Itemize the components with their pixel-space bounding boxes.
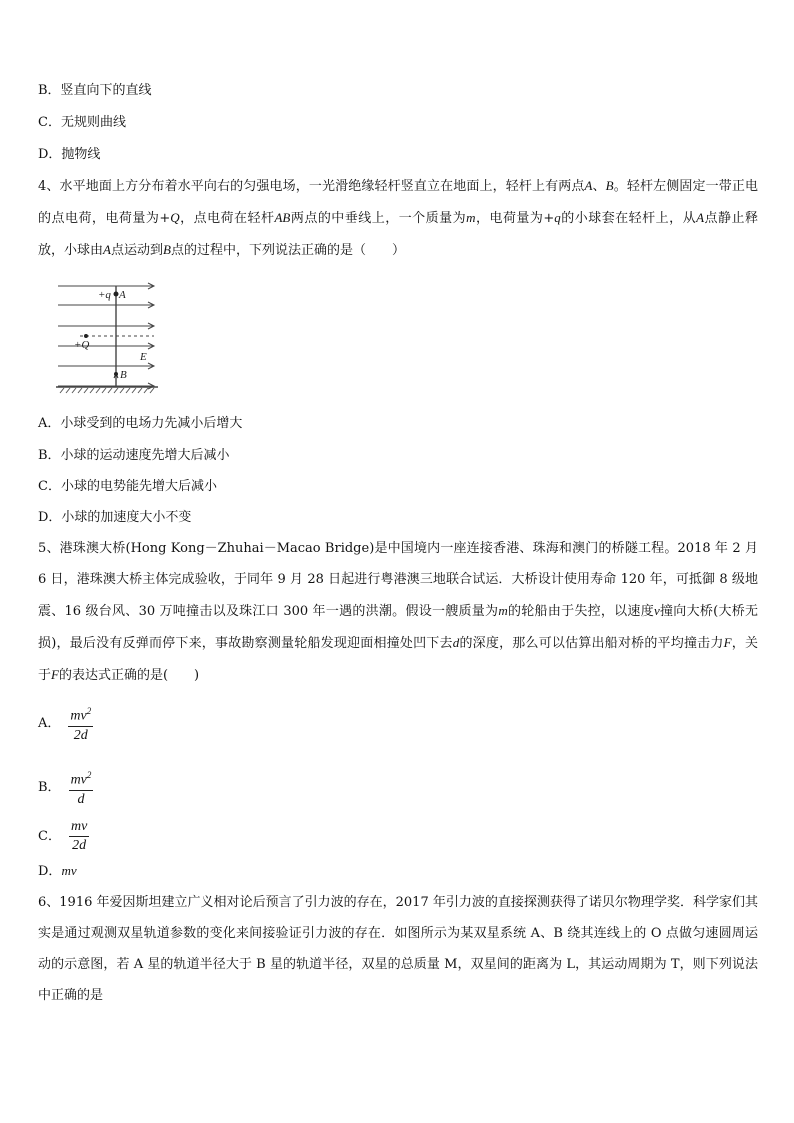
q5-option-d: D．mv (38, 863, 77, 879)
question-6-stem: 6、1916 年爱因斯坦建立广义相对论后预言了引力波的存在，2017 年引力波的直接探测获得了诺贝尔物理学奖．科学家们其实是通过观测双星轨道参数的变化来间接验证引力波的存在．如图所示为某双星系统 A、B 绕其连线上的 O 点做匀速圆周运动的示意图，若 A 星的轨道半径大于 B 星的轨道半径，双星的总质量 M，双星间的距离为 L，其运动周期为 T，则下列说法中正确的是 (38, 895, 758, 1003)
electric-field-figure (56, 282, 166, 398)
label-e: E (140, 351, 147, 363)
label-a: A (119, 289, 126, 301)
q4-option-b: B．小球的运动速度先增大后减小 (38, 448, 230, 463)
label-plus-q-charge: +Q (74, 339, 90, 351)
prev-option-c: C．无规则曲线 (38, 115, 126, 130)
ball-q (114, 292, 119, 297)
question-4-stem: 4、水平地面上方分布着水平向右的匀强电场，一光滑绝缘轻杆竖直立在地面上，轻杆上有两点A、B。轻杆左侧固定一带正电的点电荷，电荷量为+Q，点电荷在轻杆AB两点的中垂线上，一个质量为m，电荷量为+q的小球套在轻杆上，从A点静止释放，小球由A点运动到B点的过程中，下列说法正确的是（ ） (38, 178, 758, 258)
label-b: B (120, 369, 127, 381)
q5-option-a: A． $\frac{mv^2}{2d}$ (38, 702, 93, 745)
q4-option-c: C．小球的电势能先增大后减小 (38, 479, 217, 494)
prev-option-b: B．竖直向下的直线 (38, 83, 152, 98)
q5-option-b: B． $\frac{mv^2}{d}$ (38, 766, 93, 809)
question-5-stem: 5、港珠澳大桥(Hong Kong－Zhuhai－Macao Bridge)是中国境内一座连接香港、珠海和澳门的桥隧工程。2018 年 2 月 6 日，港珠澳大桥主体完成验收，于同年 9 月 28 日起进行粤港澳三地联合试运．大桥设计使用寿命 120 年，可抵御 8 级地震、16 级台风、30 万吨撞击以及珠江口 300 年一遇的洪潮。假设一艘质量为m的轮船由于失控，以速度v撞向大桥(大桥无损)，最后没有反弹而停下来，事故勘察测量轮船发现迎面相撞处凹下去d的深度，那么可以估算出船对桥的平均撞击力F，关于F的表达式正确的是( ) (38, 541, 758, 683)
q5-option-c: C． $\frac{mv}{2d}$ (38, 819, 88, 853)
label-plus-q: +q (98, 289, 111, 301)
charge-q (84, 334, 88, 338)
q4-option-d: D．小球的加速度大小不变 (38, 510, 192, 525)
q4-option-a: A．小球受到的电场力先减小后增大 (38, 416, 243, 431)
prev-option-d: D．抛物线 (38, 147, 101, 162)
